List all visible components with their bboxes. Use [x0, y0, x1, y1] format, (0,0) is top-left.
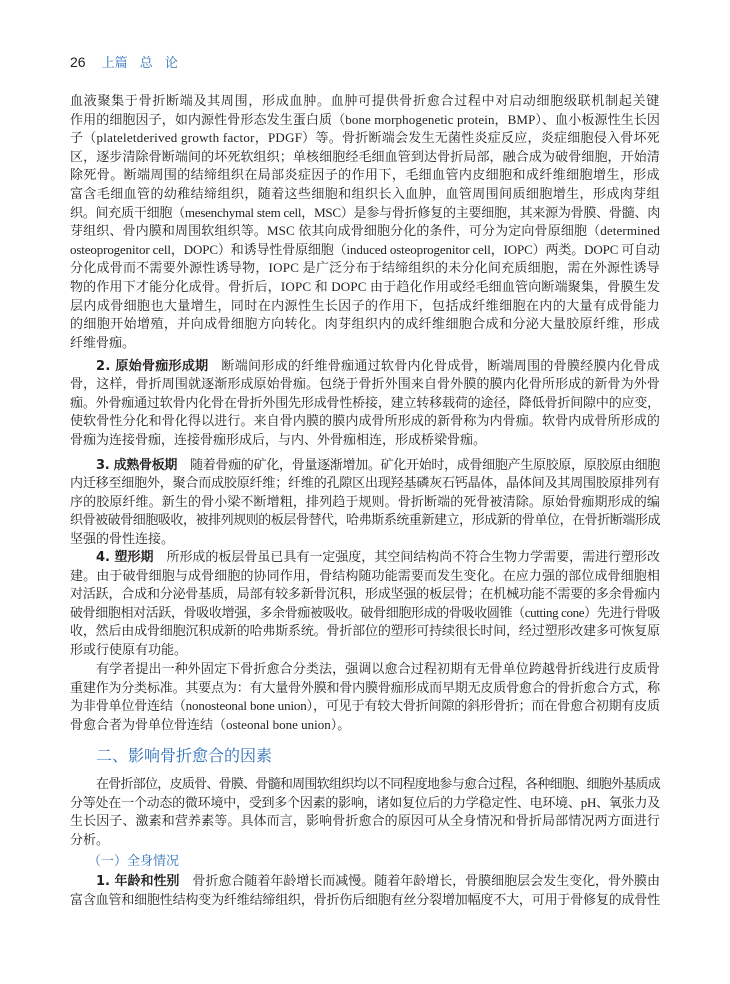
item-age-and-sex [70, 872, 660, 909]
item-label: 1. 年龄和性别 [96, 874, 180, 889]
text-line: 层内成骨细胞也大量增生，同时在内源性生长因子的作用下，包括成纤维细胞在内的大量有成骨能力 [70, 297, 660, 313]
item-primary-callus-stage [70, 357, 660, 450]
part-title: 上篇 总 论 [101, 56, 178, 71]
text-line: 内迁移至细胞外，聚合而成胶原纤维；纤维的孔隙区出现羟基磷灰石钙晶体，晶体间及其周围胶原排列有 [70, 475, 660, 491]
text-line: 形或行使原有功能。 [70, 641, 188, 657]
text-line: 分析。 [70, 831, 110, 847]
item-remodeling-stage [70, 548, 660, 660]
text-line: 富含毛细血管的幼稚结缔组织，随着这些细胞和组织长入血肿，血管周围间质细胞增生，形成肉芽组 [70, 185, 660, 201]
text-line: 收，然后由成骨细胞沉积成新的哈弗斯系统。骨折部位的塑形可持续很长时间，经过塑形改建多可恢复原 [70, 623, 660, 639]
text-line: 作用的细胞因子，如内源性骨形态发生蛋白质（bone morphogenetic protein，BMP）、血小板源性生长因 [70, 111, 660, 127]
text-line: 痂。外骨痂通过软骨内化骨在骨折外围先形成骨性桥接，建立转移载荷的途径，降低骨折间隙中的应变， [70, 394, 660, 410]
text-line: 富含血管和细胞性结构变为纤维结缔组织，骨折伤后细胞有丝分裂增加幅度不大，可用于骨修复的成骨性 [70, 891, 660, 907]
text-line: 使软骨性分化和骨化得以进行。来自骨内膜的膜内成骨所形成的新骨称为内骨痂。软骨内成骨所形成的 [70, 413, 660, 429]
text-line: 骨，这样，骨折周围就逐渐形成原始骨痂。包绕于骨折外围来自骨外膜的膜内化骨所形成的新骨为外骨 [70, 376, 660, 392]
text-line-content: 随着骨痂的矿化，骨量逐渐增加。矿化开始时，成骨细胞产生原胶原，原胶原由细胞 [190, 456, 660, 472]
text-line: 对活跃，合成和分泌骨基质，局部有较多新骨沉积，形成坚强的板层骨；在机械功能不需要的多余骨痂内 [70, 586, 660, 602]
text-line: 分等处在一个动态的微环境中，受到多个因素的影响，诸如复位后的力学稳定性、电环境、pH、氧张力及 [70, 794, 660, 810]
text-line: 骨愈合者为骨单位骨连结（osteonal bone union）。 [70, 716, 351, 732]
item-mature-lamellar-stage [70, 456, 660, 549]
text-line-content: 所形成的板层骨虽已具有一定强度，其空间结构尚不符合生物力学需要，需进行塑形改 [166, 549, 660, 564]
item-label: 2. 原始骨痂形成期 [96, 358, 209, 374]
text-line: 区，逐步清除骨断端间的坏死软组织；单核细胞经毛细血管到达骨折局部，融合成为破骨细胞，开始清 [70, 148, 660, 164]
text-line: 分化成骨而不需要外源性诱导物，IOPC 是广泛分布于结缔组织的未分化间充质细胞，需在外源性诱导 [70, 260, 661, 276]
text-line: 除死骨。断端周围的结缔组织在局部炎症因子的作用下，毛细血管内皮细胞和成纤维细胞增生，形成 [70, 167, 660, 183]
text-line: 织骨被破骨细胞吸收，被排列规则的板层骨替代，哈弗斯系统重新建立，形成新的骨单位，在骨折断端形成 [70, 512, 660, 528]
subsection-heading: （一）全身情况 [88, 853, 180, 869]
text-line: 子（plateletderived growth factor，PDGF）等。骨折断端会发生无菌性炎症反应，炎症细胞侵入骨坏死 [70, 130, 660, 146]
text-line: 序的胶原纤维。新生的骨小梁不断增粗，排列趋于规则。骨折断端的死骨被清除。原始骨痂期形成的编 [70, 493, 660, 509]
item-label: 3. 成熟骨板期 [96, 457, 178, 473]
text-line [70, 357, 660, 376]
text-line: 建。由于破骨细胞与成骨细胞的协同作用，骨结构随功能需要而发生变化。在应力强的部位成骨细胞相 [70, 567, 660, 583]
text-line-content: 骨折愈合随着年龄增长而减慢。随着年龄增长，骨膜细胞层会发生变化，骨外膜由 [192, 873, 660, 888]
paragraph-factors-intro [70, 775, 660, 849]
text-line: 为非骨单位骨连结（nonosteonal bone union），可见于有较大骨折间隙的斜形骨折；而在骨愈合初期有皮质 [70, 698, 660, 714]
text-line: 物的作用下才能分化成骨。骨折后，IOPC 和 DOPC 由于趋化作用或经毛细血管向断端聚集，骨膜生发 [70, 278, 660, 294]
text-line: 重建作为分类标准。其要点为：有大量骨外膜和骨内膜骨痂形成而早期无皮质骨愈合的骨折愈合方式，称 [70, 679, 660, 695]
text-line [70, 872, 660, 891]
paragraph-hematoma-continuation [70, 92, 660, 352]
text-line [70, 548, 660, 567]
text-line: osteoprogenitor cell，DOPC）和诱导性骨原细胞（induced osteoprogenitor cell，IOPC）两类。DOPC 可自动 [70, 241, 660, 257]
text-line: 骨痂为连接骨痂，连接骨痂形成后，与内、外骨痂相连，形成桥梁骨痂。 [70, 431, 487, 447]
text-line: 织。间充质干细胞（mesenchymal stem cell，MSC）是参与骨折修复的主要细胞，其来源为骨膜、骨髓、肉 [70, 204, 661, 220]
text-line: 在骨折部位，皮质骨、骨膜、骨髓和周围软组织均以不同程度地参与愈合过程，各种细胞、细胞外基质成 [96, 776, 661, 791]
text-line: 的细胞开始增殖，并向成骨细胞方向转化。肉芽组织内的成纤维细胞合成和分泌大量胶原纤维，形成 [70, 316, 660, 332]
page-number: 26 [70, 54, 86, 70]
running-header [70, 53, 178, 71]
section-heading: 二、影响骨折愈合的因素 [96, 746, 273, 765]
text-line [70, 456, 660, 475]
text-line: 芽组织、骨内膜和周围软组织等。MSC 依其向成骨细胞分化的条件，可分为定向骨原细胞（determined [70, 223, 660, 239]
text-line: 生长因子、激素和营养素等。具体而言，影响骨折愈合的原因可从全身情况和骨折局部情况两方面进行 [70, 813, 660, 829]
item-label: 4. 塑形期 [96, 550, 154, 565]
paragraph-healing-classification [70, 660, 660, 734]
text-line: 纤维骨痂。 [70, 334, 136, 350]
text-line: 坚强的骨性连接。 [70, 530, 175, 546]
text-line: 破骨细胞相对活跃，骨吸收增强，多余骨痂被吸收。破骨细胞形成的骨吸收圆锥（cutting cone）先进行骨吸 [70, 604, 660, 620]
text-line: 有学者提出一种外固定下骨折愈合分类法，强调以愈合过程初期有无骨单位跨越骨折线进行皮质骨 [96, 661, 660, 676]
text-line-content: 断端间形成的纤维骨痂通过软骨内化骨成骨，断端周围的骨膜经膜内化骨成 [221, 357, 660, 373]
text-line: 血液聚集于骨折断端及其周围，形成血肿。血肿可提供骨折愈合过程中对启动细胞级联机制起关键 [70, 93, 661, 108]
